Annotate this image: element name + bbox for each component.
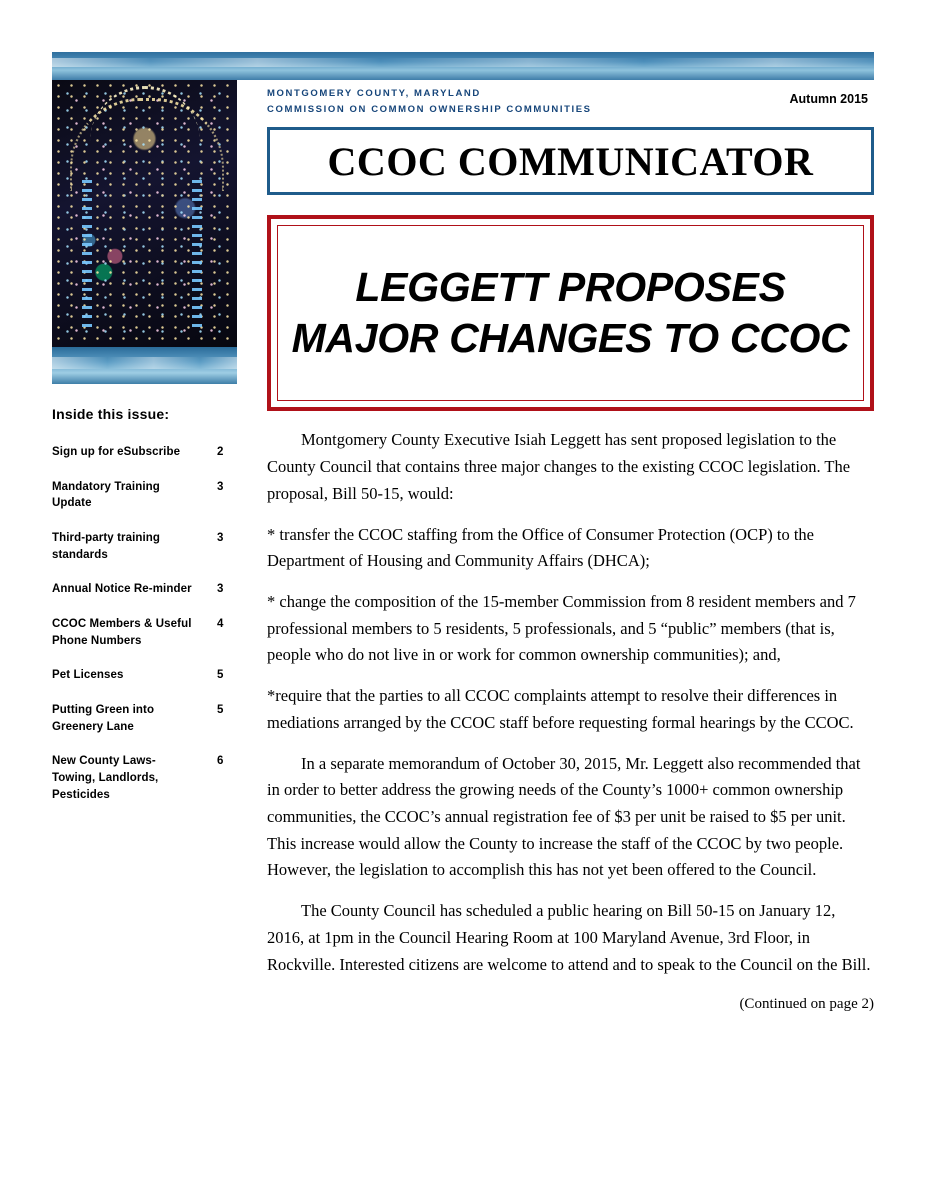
article-headline: LEGGETT PROPOSES MAJOR CHANGES TO CCOC	[291, 264, 850, 362]
toc-item-title: Putting Green into Greenery Lane	[52, 704, 155, 733]
publisher-name	[267, 86, 592, 117]
main-content	[267, 86, 874, 1017]
article-paragraph: The County Council has scheduled a public hearing on Bill 50-15 on January 12, 2016, at 1pm in the Council Hearing Room at 100 Maryland Avenue, 3rd Floor, in Rockville. Interested citizens are welcome to attend and to speak to the Council on the Bill.	[267, 901, 871, 974]
toc-item[interactable]	[52, 667, 237, 684]
publisher-line-1: MONTGOMERY COUNTY, MARYLAND	[267, 88, 481, 99]
toc-item-title: CCOC Members & Useful Phone Numbers	[52, 618, 192, 647]
article-paragraph: *require that the parties to all CCOC complaints attempt to resolve their differences in mediations arranged by the CCOC staff before requesting formal hearings by the CCOC.	[267, 686, 854, 732]
photo-light-column-left	[82, 180, 92, 330]
headline-box-inner	[277, 225, 864, 401]
toc-item-page: 3	[217, 583, 224, 596]
toc-item-page: 4	[217, 618, 224, 631]
publisher-line-2: COMMISSION ON COMMON OWNERSHIP COMMUNITIES	[267, 103, 592, 115]
article-body	[267, 427, 874, 1016]
continued-note: (Continued on page 2)	[739, 996, 874, 1013]
toc-item[interactable]	[52, 530, 237, 563]
toc-item-page: 5	[217, 704, 224, 717]
photo-light-column-right	[192, 180, 202, 330]
article-paragraph: Montgomery County Executive Isiah Leggett has sent proposed legislation to the County Council that contains three major changes to the existing CCOC legislation. The proposal, Bill 50-15, would:	[267, 430, 851, 503]
toc-item-page: 3	[217, 532, 224, 545]
toc-item[interactable]	[52, 702, 237, 735]
toc-item-title: New County Laws- Towing, Landlords, Pesticides	[52, 755, 159, 801]
photo-bottom-banner	[52, 347, 237, 384]
sidebar	[52, 80, 237, 821]
toc-item-title: Third-party training standards	[52, 532, 161, 561]
article-paragraph: In a separate memorandum of October 30, 2015, Mr. Leggett also recommended that in order to better address the growing needs of the County’s 1000+ common ownership communities, the CCOC’s annual registration fee of $3 per unit be raised to $5 per unit. This increase would allow the County to increase the staff of the CCOC by two people. However, the legislation to accomplish this has not yet been offered to the Council.	[267, 753, 861, 880]
toc-item[interactable]	[52, 616, 237, 649]
issue-date: Autumn 2015	[789, 92, 868, 106]
toc-item-title: Pet Licenses	[52, 669, 124, 682]
toc-item-page: 2	[217, 446, 224, 458]
article-paragraph: * transfer the CCOC staffing from the Office of Consumer Protection (OCP) to the Department of Housing and Community Affairs (DHCA);	[267, 524, 814, 571]
masthead	[267, 86, 874, 117]
headline-box	[267, 215, 874, 411]
toc-item-title: Annual Notice Re-minder	[52, 583, 192, 596]
toc-item-title: Mandatory Training Update	[52, 480, 160, 510]
inside-this-issue-heading: Inside this issue:	[52, 406, 170, 422]
toc-item[interactable]	[52, 753, 237, 803]
toc-item-page: 6	[217, 755, 224, 768]
toc-item-page: 3	[217, 480, 224, 493]
toc-item[interactable]	[52, 479, 237, 512]
masthead-title: CCOC COMMUNICATOR	[327, 138, 814, 184]
toc-item[interactable]	[52, 444, 237, 461]
holiday-lights-photo	[52, 80, 237, 347]
toc-item-page: 5	[217, 669, 224, 682]
top-decorative-banner	[52, 52, 874, 80]
toc-item-title: Sign up for eSubscribe	[52, 446, 181, 458]
masthead-title-box	[267, 127, 874, 195]
table-of-contents	[52, 444, 237, 803]
article-paragraph: * change the composition of the 15-member Commission from 8 resident members and 7 professional members to 5 residents, 5 professionals, and 5 “public” members (that is, people who do not live in or work for common ownership communities); and,	[267, 591, 856, 665]
toc-item[interactable]	[52, 581, 237, 598]
